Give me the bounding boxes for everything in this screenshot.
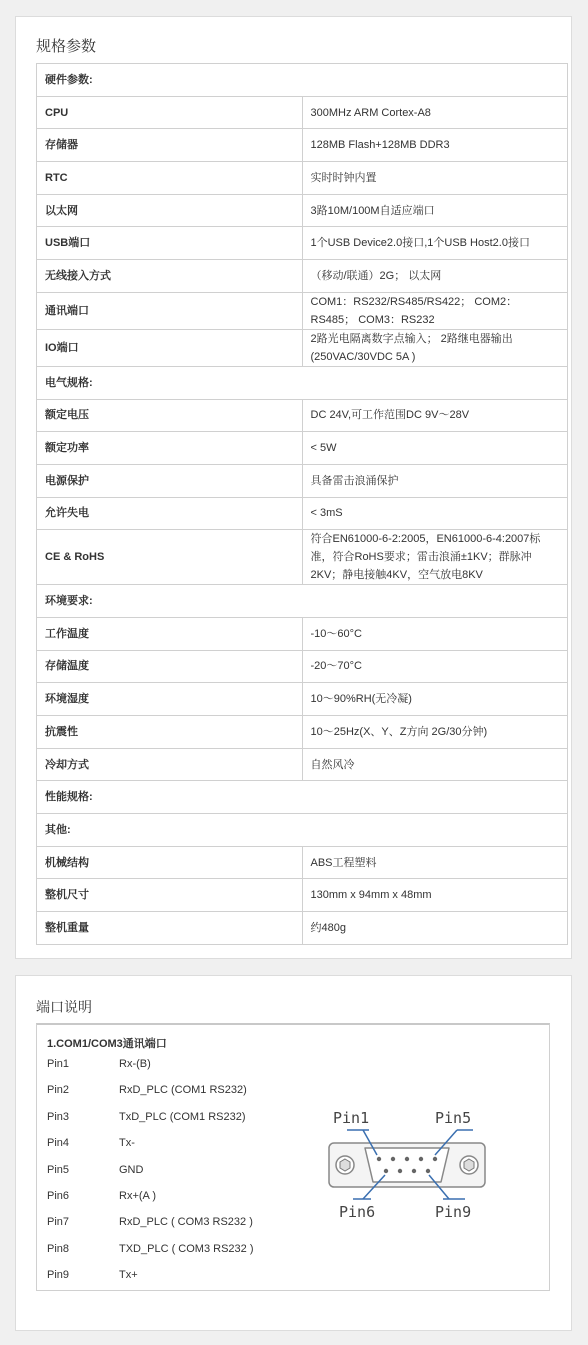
- pin-description: RxD_PLC ( COM3 RS232 ): [119, 1216, 253, 1229]
- spec-value: DC 24V,可工作范围DC 9V～28V: [302, 399, 568, 432]
- spec-key: 额定功率: [37, 432, 303, 465]
- spec-section-row: [37, 585, 568, 618]
- spec-row: [37, 912, 568, 945]
- spec-key: 电源保护: [37, 464, 303, 497]
- spec-row: [37, 399, 568, 432]
- spec-key: 额定电压: [37, 399, 303, 432]
- pin-description: Rx-(B): [119, 1058, 151, 1070]
- label-pin6: Pin6: [339, 1203, 376, 1221]
- spec-value: 10～25Hz(X、Y、Z方向 2G/30分钟): [302, 716, 568, 749]
- label-pin5: Pin5: [435, 1109, 472, 1127]
- spec-section-label: 其他:: [37, 814, 568, 847]
- pin-description: Rx+(A ): [119, 1190, 156, 1202]
- spec-row: [37, 617, 568, 650]
- pin-description: Tx+: [119, 1269, 138, 1282]
- spec-key: 整机重量: [37, 912, 303, 945]
- spec-value: 3路10M/100M自适应端口: [302, 194, 568, 227]
- spec-value: 约480g: [302, 912, 568, 945]
- spec-value: -20～70°C: [302, 650, 568, 683]
- pin-number: Pin4: [47, 1137, 70, 1150]
- spec-key: 存储器: [37, 129, 303, 162]
- spec-row: [37, 879, 568, 912]
- spec-section-label: 环境要求:: [37, 585, 568, 618]
- spec-key: USB端口: [37, 227, 303, 260]
- spec-section-row: [37, 366, 568, 399]
- spec-value: COM1：RS232/RS485/RS422； COM2：RS485； COM3：RS232: [302, 292, 568, 329]
- pin-number: Pin9: [47, 1269, 70, 1282]
- pin-description: TXD_PLC ( COM3 RS232 ): [119, 1242, 254, 1255]
- pin-description: TxD_PLC (COM1 RS232): [119, 1110, 246, 1123]
- spec-value: < 3mS: [302, 497, 568, 530]
- spec-card: [15, 16, 572, 959]
- spec-key: 允许失电: [37, 497, 303, 530]
- pin-number: Pin5: [47, 1163, 70, 1176]
- db9-connector-diagram: [317, 1103, 497, 1223]
- spec-key: RTC: [37, 162, 303, 195]
- spec-value: 1个USB Device2.0接口,1个USB Host2.0接口: [302, 227, 568, 260]
- pin-number: Pin3: [47, 1110, 70, 1123]
- spec-key: 环境湿度: [37, 683, 303, 716]
- spec-row: [37, 292, 568, 329]
- spec-row: [37, 329, 568, 366]
- spec-row: [37, 260, 568, 293]
- spec-row: [37, 129, 568, 162]
- port-title: 端口说明: [36, 999, 92, 1015]
- spec-key: 工作温度: [37, 617, 303, 650]
- port-card: [15, 975, 572, 1331]
- label-pin1: Pin1: [333, 1109, 370, 1127]
- spec-value: 10～90%RH(无冷凝): [302, 683, 568, 716]
- spec-row: [37, 227, 568, 260]
- pin-description: Tx-: [119, 1137, 135, 1150]
- pin-number: Pin1: [47, 1058, 70, 1070]
- spec-section-label: 性能规格:: [37, 781, 568, 814]
- spec-key: 通讯端口: [37, 292, 303, 329]
- spec-value: -10～60°C: [302, 617, 568, 650]
- spec-section-label: 电气规格:: [37, 366, 568, 399]
- pin-number: Pin6: [47, 1190, 70, 1202]
- spec-row: [37, 716, 568, 749]
- spec-row: [37, 194, 568, 227]
- port-box: [36, 1023, 550, 1291]
- spec-row: [37, 846, 568, 879]
- spec-key: CE & RoHS: [37, 530, 303, 585]
- spec-table: [36, 63, 568, 945]
- spec-row: [37, 96, 568, 129]
- spec-value: （移动/联通）2G； 以太网: [302, 260, 568, 293]
- spec-value: 自然风冷: [302, 748, 568, 781]
- spec-value: 130mm x 94mm x 48mm: [302, 879, 568, 912]
- pin-number: Pin2: [47, 1084, 70, 1097]
- label-pin9: Pin9: [435, 1203, 472, 1221]
- spec-row: [37, 162, 568, 195]
- spec-key: 存储温度: [37, 650, 303, 683]
- spec-section-label: 硬件参数:: [37, 64, 568, 97]
- pin-number: Pin8: [47, 1242, 70, 1255]
- spec-key: 以太网: [37, 194, 303, 227]
- spec-row: [37, 497, 568, 530]
- spec-section-row: [37, 781, 568, 814]
- spec-key: 无线接入方式: [37, 260, 303, 293]
- connector-shell: [329, 1143, 485, 1187]
- spec-row: [37, 650, 568, 683]
- spec-row: [37, 530, 568, 585]
- spec-value: < 5W: [302, 432, 568, 465]
- spec-section-row: [37, 64, 568, 97]
- spec-value: 符合EN61000-6-2:2005，EN61000-6-4:2007标准，符合RoHS要求；雷击浪涌±1KV；群脉冲2KV；静电接触4KV，空气放电8KV: [302, 530, 568, 585]
- spec-value: 128MB Flash+128MB DDR3: [302, 129, 568, 162]
- spec-value: ABS工程塑料: [302, 846, 568, 879]
- pin-description: GND: [119, 1163, 144, 1176]
- spec-key: 整机尺寸: [37, 879, 303, 912]
- spec-title: 规格参数: [36, 38, 97, 55]
- spec-value: 实时时钟内置: [302, 162, 568, 195]
- spec-key: IO端口: [37, 329, 303, 366]
- spec-key: 冷却方式: [37, 748, 303, 781]
- spec-key: 抗震性: [37, 716, 303, 749]
- spec-row: [37, 464, 568, 497]
- spec-section-row: [37, 814, 568, 847]
- port-subtitle: 1.COM1/COM3通讯端口: [47, 1038, 167, 1050]
- spec-value: 具备雷击浪涌保护: [302, 464, 568, 497]
- spec-key: CPU: [37, 96, 303, 129]
- spec-row: [37, 683, 568, 716]
- spec-row: [37, 432, 568, 465]
- spec-value: 2路光电隔离数字点输入； 2路继电器输出(250VAC/30VDC 5A ): [302, 329, 568, 366]
- spec-row: [37, 748, 568, 781]
- pin-number: Pin7: [47, 1216, 70, 1229]
- spec-key: 机械结构: [37, 846, 303, 879]
- pin-description: RxD_PLC (COM1 RS232): [119, 1084, 247, 1097]
- spec-value: 300MHz ARM Cortex-A8: [302, 96, 568, 129]
